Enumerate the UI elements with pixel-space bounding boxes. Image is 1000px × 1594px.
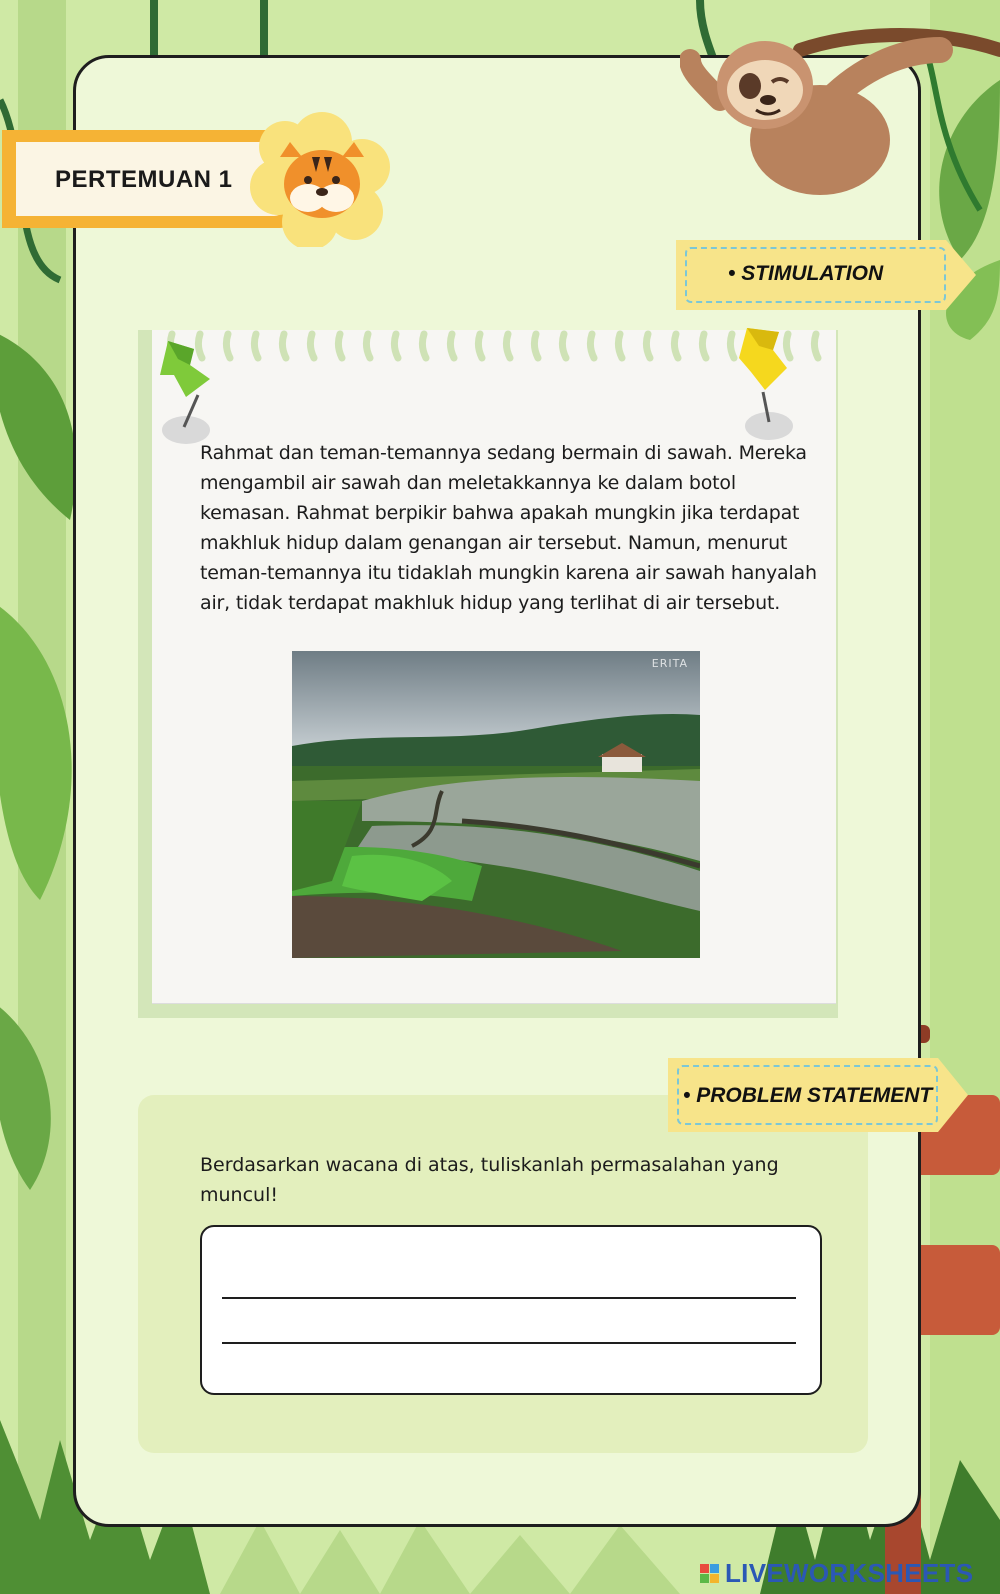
yellow-pushpin-icon [735,328,795,443]
problem-statement-tag-label: • PROBLEM STATEMENT [683,1084,933,1107]
answer-line-2[interactable] [222,1342,796,1344]
photo-watermark: ERITA [651,657,688,670]
green-pushpin-icon [160,335,220,450]
problem-prompt: Berdasarkan wacana di atas, tuliskanlah permasalahan yang muncul! [200,1154,779,1206]
sloth-icon [680,10,1000,230]
answer-input[interactable] [200,1225,822,1395]
rice-field-photo [292,651,700,958]
liveworksheets-logo[interactable] [700,1558,973,1588]
stimulation-passage: Rahmat dan teman-temannya sedang bermain di sawah. Mereka mengambil air sawah dan meletakkannya ke dalam botol kemasan. Rahmat berpikir bahwa apakah mungkin jika terdapat makhluk hidup dalam genangan air tersebut. Namun, menurut teman-temannya itu tidaklah mungkin karena air sawah hanyalah air, tidak terdapat makhluk hidup yang terlihat di air tersebut. [200,442,817,614]
liveworksheets-logo-icon [700,1564,719,1583]
stimulation-tag-label: • STIMULATION [728,262,884,285]
notebook-spiral-holes [152,330,836,362]
tiger-icon [250,112,395,247]
page-title: PERTEMUAN 1 [55,166,233,193]
answer-line-1[interactable] [222,1297,796,1299]
liveworksheets-logo-text: LIVEWORKSHEETS [725,1557,974,1588]
